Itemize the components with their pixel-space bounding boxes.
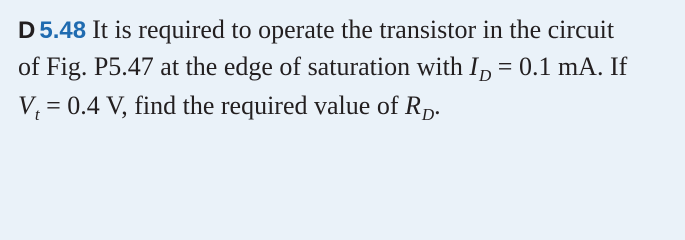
- drain-current-subscript: D: [479, 66, 492, 85]
- problem-text-3a: = 0.4 V, find the required value of: [39, 91, 405, 120]
- problem-text-2b: = 0.1 mA. If: [491, 52, 628, 81]
- problem-number: 5.48: [39, 17, 87, 44]
- problem-statement: [18, 12, 678, 127]
- drain-resistor-subscript: D: [421, 105, 435, 124]
- problem-line-2: [18, 49, 678, 88]
- problem-text-2a: of Fig. P5.47 at the edge of saturation with: [18, 52, 470, 81]
- problem-text-3b: .: [434, 91, 441, 120]
- threshold-voltage-subscript: t: [34, 105, 40, 124]
- drain-resistor-symbol: R: [404, 91, 421, 120]
- drain-current-symbol: I: [469, 52, 478, 81]
- problem-line-1: [18, 12, 678, 49]
- problem-line-3: [18, 88, 678, 127]
- threshold-voltage-symbol: V: [18, 91, 34, 120]
- problem-text-1: It is required to operate the transistor in the circuit: [92, 15, 615, 44]
- design-problem-marker: D: [18, 17, 36, 44]
